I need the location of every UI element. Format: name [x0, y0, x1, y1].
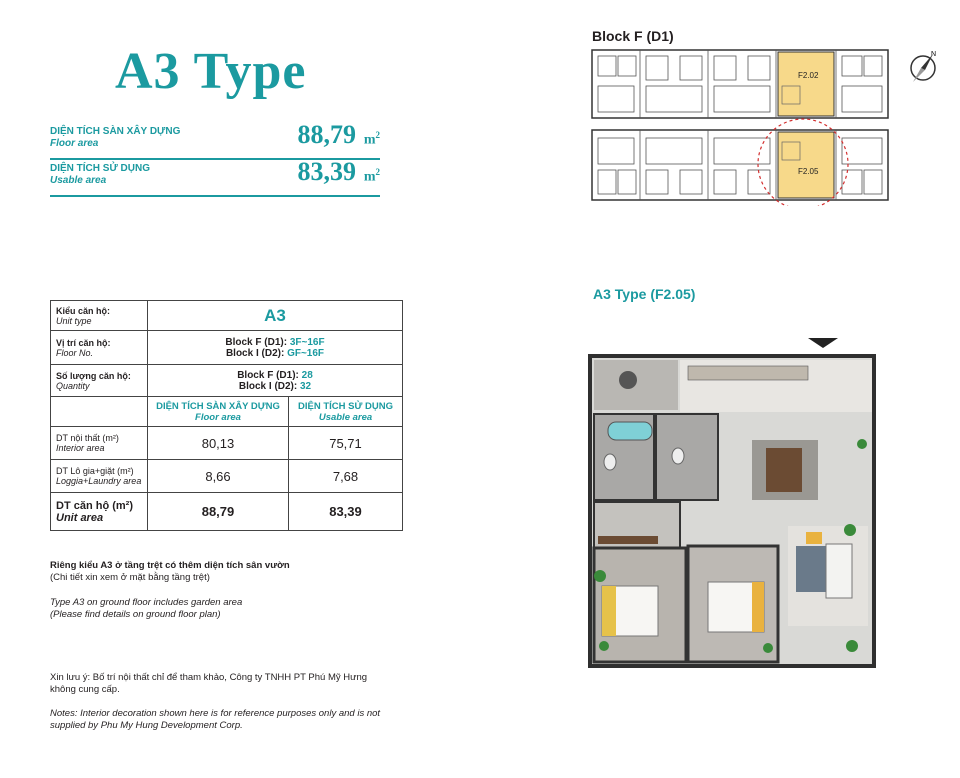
usable-area-row	[50, 157, 380, 197]
floorplan-title: A3 Type (F2.05)	[593, 286, 696, 302]
floor-no-label: Vị trí căn hộ: Floor No.	[51, 331, 148, 365]
usable-area-value: 83,39	[297, 157, 356, 186]
unit-area-label: DT căn hộ (m²) Unit area	[51, 493, 148, 531]
keyplan-unit-top: F2.02	[798, 71, 819, 80]
usable-area-label-vn: DIỆN TÍCH SỬ DỤNG	[50, 163, 150, 174]
floor-area-value: 88,79	[297, 120, 356, 149]
blank-header-cell	[51, 397, 148, 427]
unit-usable-value: 83,39	[289, 493, 403, 531]
floorplan-illustration	[588, 336, 878, 676]
floor-area-row	[50, 120, 380, 160]
page-title: A3 Type	[115, 43, 307, 100]
disclaimer-en: Notes: Interior decoration shown here is for reference purposes only and is not supplied by Phu My Hung Development Corp.	[50, 708, 381, 731]
unit-type-label: Kiểu căn hộ: Unit type	[51, 301, 148, 331]
quantity-value: Block F (D1): 28 Block I (D2): 32	[148, 365, 403, 397]
keyplan-diagram	[588, 46, 893, 206]
usable-area-unit: $m^2$	[363, 167, 380, 185]
interior-usable-value: 75,71	[289, 427, 403, 460]
floor-area-col-header: DIỆN TÍCH SÀN XÂY DỰNG Floor area	[148, 397, 289, 427]
garden-note-en: Type A3 on ground floor includes garden area (Please find details on ground floor plan)	[50, 597, 243, 620]
garden-note-vn: Riêng kiểu A3 ở tầng trệt có thêm diện tích sân vườn (Chi tiết xin xem ở mặt bằng tầng trệt)	[50, 560, 290, 583]
floor-area-label-en: Floor area	[50, 138, 99, 149]
unit-type-value: A3	[148, 301, 403, 331]
floor-area-unit: $m^2$	[363, 130, 380, 148]
loggia-area-label: DT Lô gia+giặt (m²) Loggia+Laundry area	[51, 460, 148, 493]
interior-floor-value: 80,13	[148, 427, 289, 460]
quantity-label: Số lượng căn hộ: Quantity	[51, 365, 148, 397]
loggia-floor-value: 8,66	[148, 460, 289, 493]
floor-no-value: Block F (D1): 3F~16F Block I (D2): GF~16F	[148, 331, 403, 365]
unit-floor-value: 88,79	[148, 493, 289, 531]
entry-arrow-icon	[808, 338, 838, 348]
usable-area-col-header: DIỆN TÍCH SỬ DỤNG Usable area	[289, 397, 403, 427]
keyplan-unit-bottom: F2.05	[798, 167, 819, 176]
compass-icon	[905, 48, 941, 84]
spec-table	[50, 300, 403, 531]
usable-area-label-en: Usable area	[50, 175, 107, 186]
disclaimer-vn: Xin lưu ý: Bố trí nội thất chỉ để tham khảo, Công ty TNHH PT Phú Mỹ Hưng không cung cấp.	[50, 672, 368, 695]
floor-area-label-vn: DIỆN TÍCH SÀN XÂY DỰNG	[50, 126, 181, 137]
keyplan-title: Block F (D1)	[592, 28, 674, 44]
loggia-usable-value: 7,68	[289, 460, 403, 493]
svg-text:N: N	[931, 51, 937, 58]
interior-area-label: DT nội thất (m²) Interior area	[51, 427, 148, 460]
